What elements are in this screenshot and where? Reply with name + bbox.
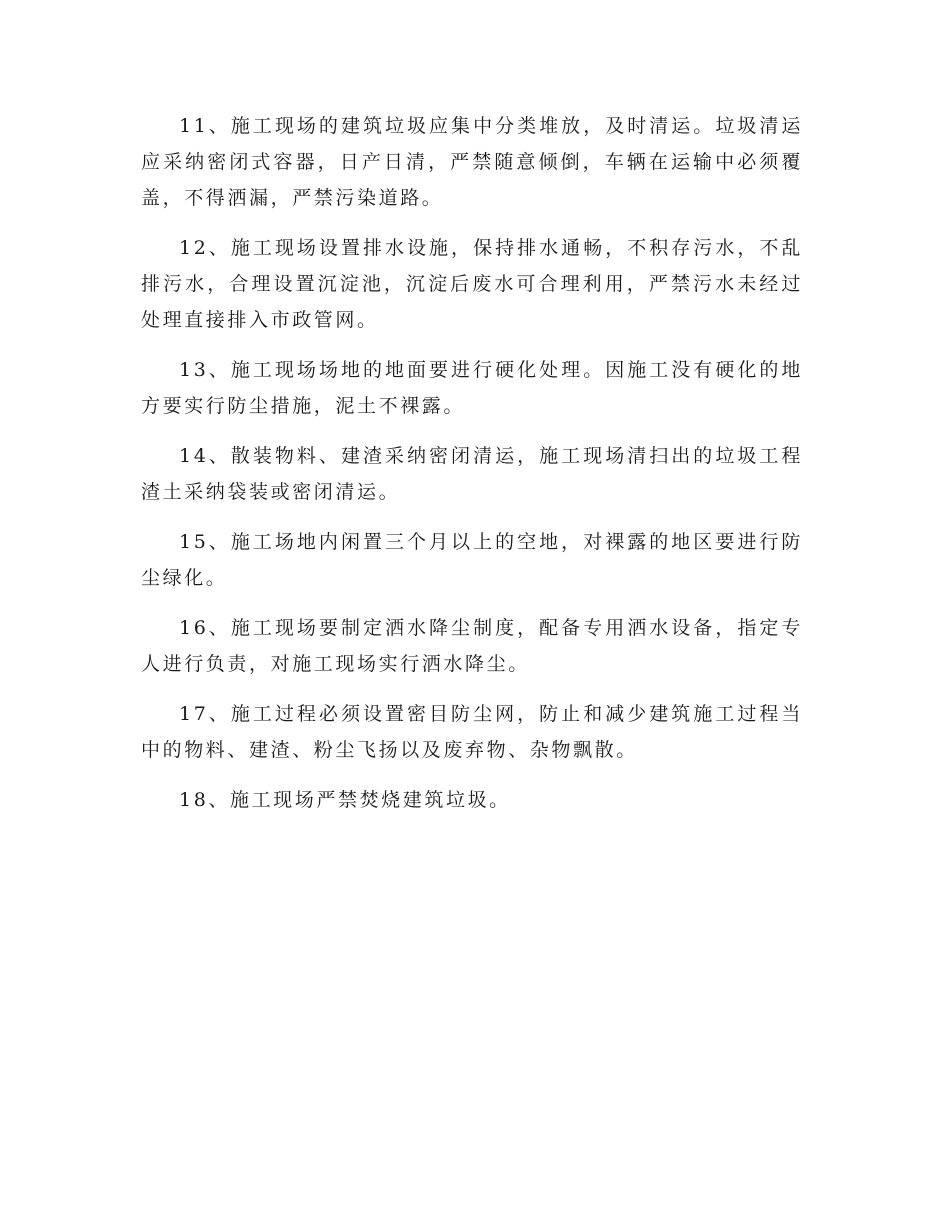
paragraph-17: 17、施工过程必须设置密目防尘网，防止和减少建筑施工过程当中的物料、建渣、粉尘飞扬以及废弃物、杂物飘散。 bbox=[141, 703, 803, 761]
paragraph-16: 16、施工现场要制定洒水降尘制度，配备专用洒水设备，指定专人进行负责，对施工现场实行洒水降尘。 bbox=[141, 617, 803, 675]
paragraph-15: 15、施工场地内闲置三个月以上的空地，对裸露的地区要进行防尘绿化。 bbox=[141, 531, 803, 589]
paragraph-18: 18、施工现场严禁焚烧建筑垃圾。 bbox=[179, 789, 511, 811]
paragraph-12: 12、施工现场设置排水设施，保持排水通畅，不积存污水，不乱排污水，合理设置沉淀池，沉淀后废水可合理利用，严禁污水未经过处理直接排入市政管网。 bbox=[141, 237, 803, 331]
paragraph-14: 14、散装物料、建渣采纳密闭清运，施工现场清扫出的垃圾工程渣土采纳袋装或密闭清运。 bbox=[141, 445, 803, 503]
document-body bbox=[141, 108, 803, 832]
paragraph-13: 13、施工现场场地的地面要进行硬化处理。因施工没有硬化的地方要实行防尘措施，泥土不裸露。 bbox=[141, 359, 803, 417]
paragraph-11: 11、施工现场的建筑垃圾应集中分类堆放，及时清运。垃圾清运应采纳密闭式容器，日产日清，严禁随意倾倒，车辆在运输中必须覆盖，不得洒漏，严禁污染道路。 bbox=[141, 115, 803, 209]
